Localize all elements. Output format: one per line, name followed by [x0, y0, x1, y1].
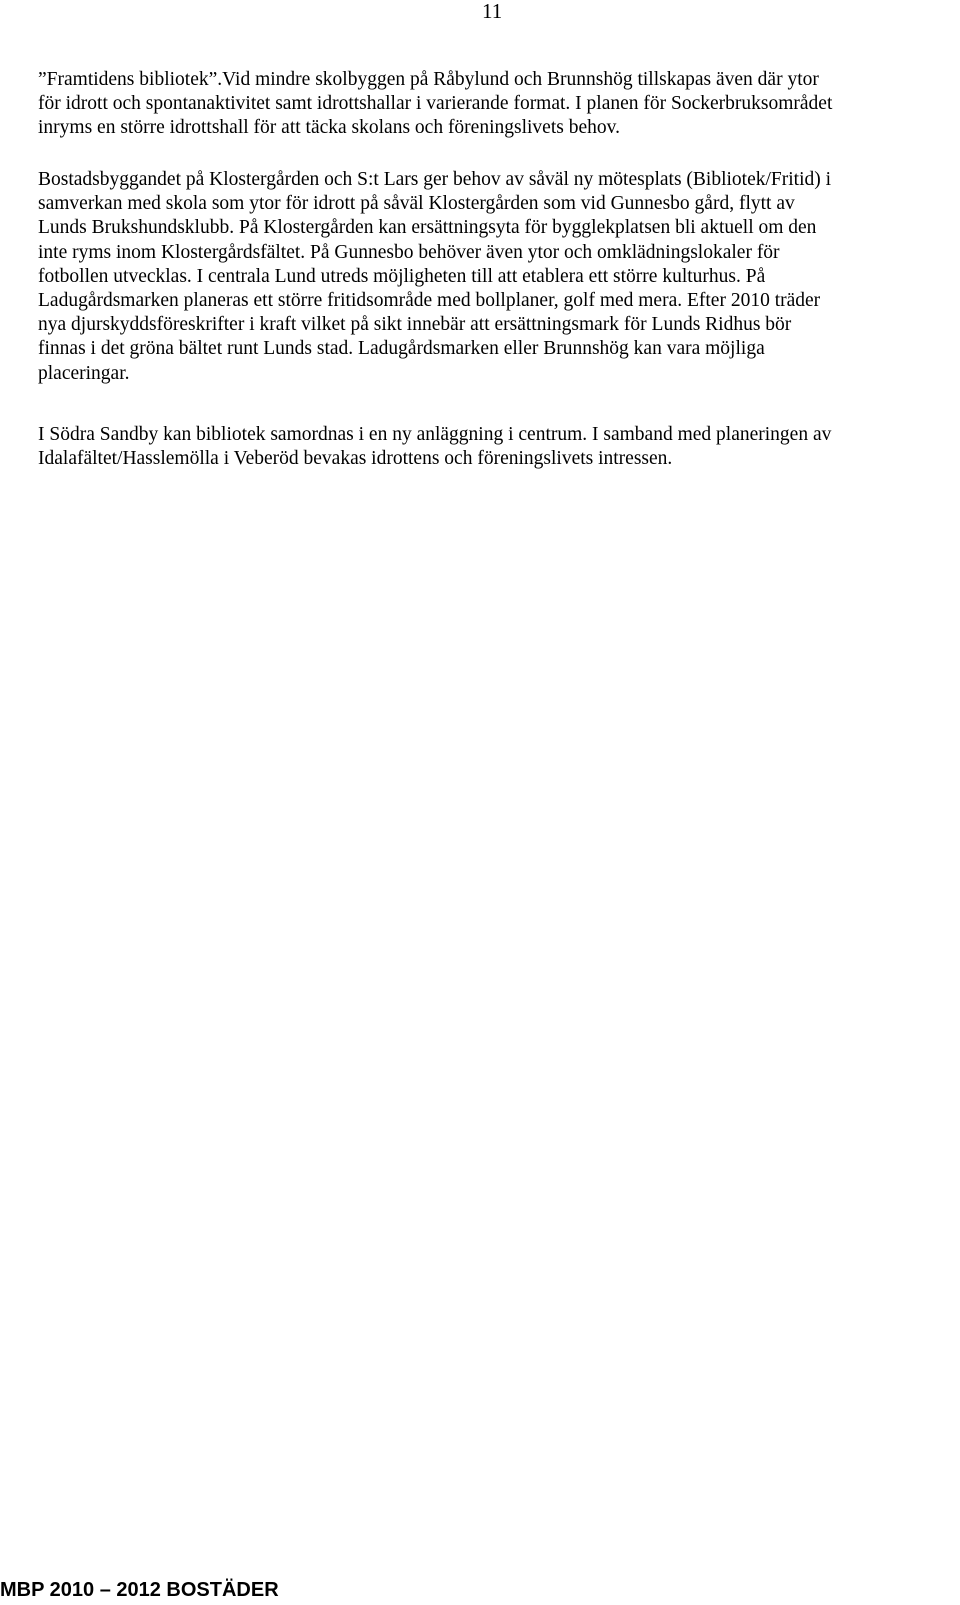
text-line: Ladugårdsmarken planeras ett större fritidsområde med bollplaner, golf med mera. Efter 2010 träder	[38, 290, 821, 312]
text-line: inte ryms inom Klostergårdsfältet. På Gunnesbo behöver även ytor och omklädningslokaler för	[38, 241, 780, 263]
text-line: Idalafältet/Hasslemölla i Veberöd bevakas idrottens och föreningslivets intressen.	[38, 448, 673, 470]
paragraph-sodra-sandby	[38, 423, 938, 471]
footer-title: MBP 2010 – 2012 BOSTÄDER	[0, 1579, 279, 1601]
paragraph-bostadsbyggandet	[38, 168, 938, 386]
text-line: inryms en större idrottshall för att täcka skolans och föreningslivets behov.	[38, 117, 620, 139]
text-line: Lunds Brukshundsklubb. På Klostergården kan ersättningsyta för bygglekplatsen bli aktuell om den	[38, 217, 817, 239]
text-line: Bostadsbyggandet på Klostergården och S:t Lars ger behov av såväl ny mötesplats (Bibliotek/Fritid) i	[38, 169, 832, 190]
text-line: finnas i det gröna bältet runt Lunds stad. Ladugårdsmarken eller Brunnshög kan vara möjliga	[38, 338, 765, 360]
paragraph-framtidens-bibliotek	[38, 68, 938, 141]
page-number: 11	[482, 0, 503, 23]
text-line: I Södra Sandby kan bibliotek samordnas i en ny anläggning i centrum. I samband med planeringen av	[38, 424, 832, 445]
text-line: för idrott och spontanaktivitet samt idrottshallar i varierande format. I planen för Sockerbruksområdet	[38, 93, 833, 115]
text-line: placeringar.	[38, 362, 130, 384]
text-line: fotbollen utvecklas. I centrala Lund utreds möjligheten till att etablera ett större kulturhus. På	[38, 265, 766, 287]
text-line: ”Framtidens bibliotek”.Vid mindre skolbyggen på Råbylund och Brunnshög tillskapas även där ytor	[38, 69, 819, 90]
text-line: nya djurskyddsföreskrifter i kraft vilket på sikt innebär att ersättningsmark för Lunds Ridhus bör	[38, 314, 792, 336]
text-line: samverkan med skola som ytor för idrott på såväl Klostergården som vid Gunnesbo gård, flytt av	[38, 193, 795, 215]
